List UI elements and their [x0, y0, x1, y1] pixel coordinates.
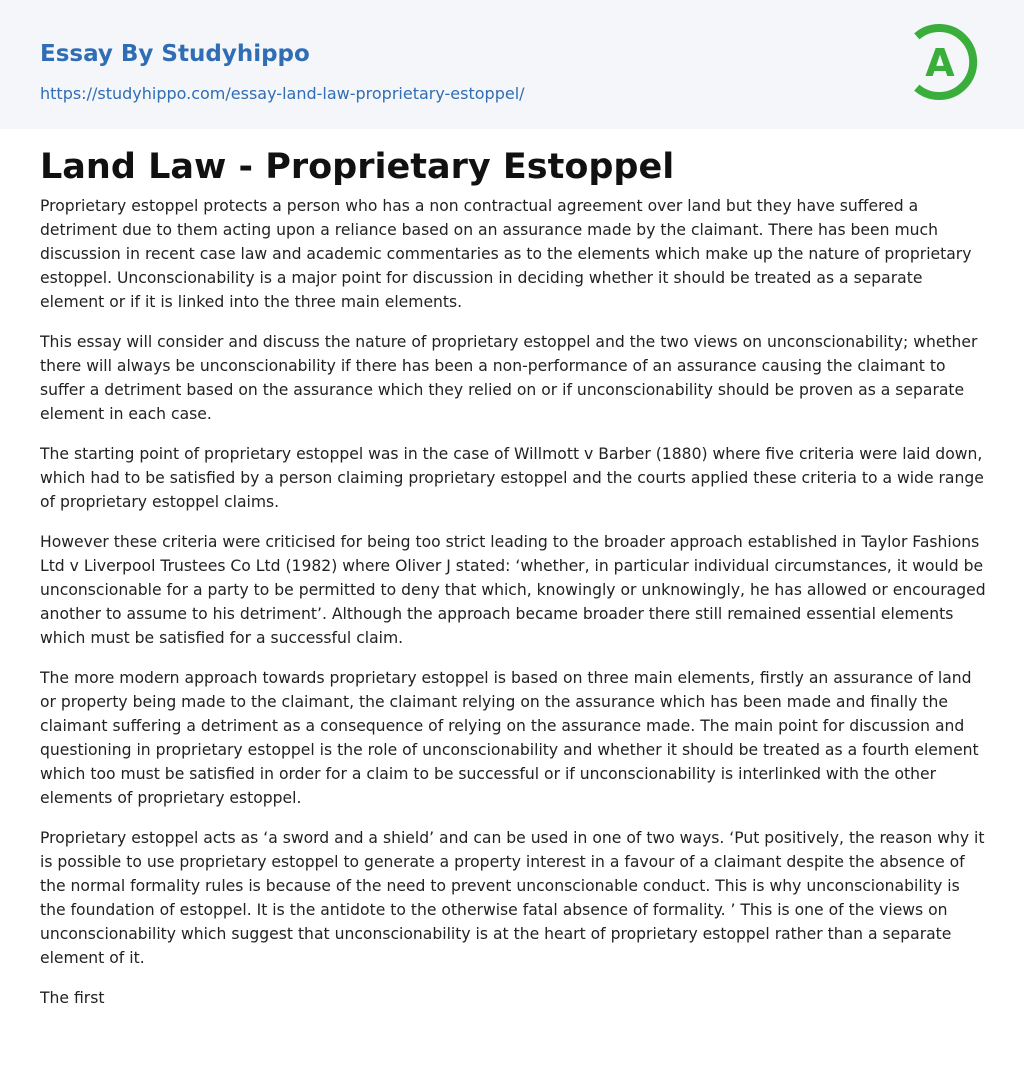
page-header [0, 0, 1024, 129]
site-brand[interactable]: Essay By Studyhippo [40, 41, 310, 67]
essay-url-link[interactable]: https://studyhippo.com/essay-land-law-proprietary-estoppel/ [40, 84, 525, 103]
essay-paragraph-1: Proprietary estoppel protects a person who has a non contractual agreement over land but they have suffered a detriment due to them acting upon a reliance based on an assurance made by the claimant. There has been much discussion in recent case law and academic commentaries as to the elements which make up the nature of proprietary estoppel. Unconscionability is a major point for discussion in deciding whether it should be treated as a separate element or if it is linked into the three main elements. [40, 197, 972, 311]
essay-paragraph-4: However these criteria were criticised for being too strict leading to the broader approach established in Taylor Fashions Ltd v Liverpool Trustees Co Ltd (1982) where Oliver J stated: ‘whether, in particular individual circumstances, it would be unconscionable for a party to be permitted to deny that which, knowingly or unknowingly, he has allowed or encouraged another to assume to his detriment’. Although the approach became broader there still remained essential elements which must be satisfied for a successful claim. [40, 533, 986, 647]
essay-paragraph-7: The first [40, 989, 105, 1007]
essay-paragraph-2: This essay will consider and discuss the nature of proprietary estoppel and the two views on unconscionability; whether there will always be unconscionability if there has been a non-performance of an assurance causing the claimant to suffer a detriment based on the assurance which they relied on or if unconscionability should be proven as a separate element in each case. [40, 333, 978, 423]
logo-letter: A [925, 41, 955, 85]
essay-paragraph-5: The more modern approach towards proprietary estoppel is based on three main elements, firstly an assurance of land or property being made to the claimant, the claimant relying on the assurance which has been made and finally the claimant suffering a detriment as a consequence of relying on the assurance made. The main point for discussion and questioning in proprietary estoppel is the role of unconscionability and whether it should be treated as a fourth element which too must be satisfied in order for a claim to be successful or if unconscionability is interlinked with the other elements of proprietary estoppel. [40, 669, 979, 807]
page-title: Land Law - Proprietary Estoppel [40, 147, 675, 187]
essay-paragraph-6: Proprietary estoppel acts as ‘a sword and a shield’ and can be used in one of two ways. ‘Put positively, the reason why it is possible to use proprietary estoppel to generate a property interest in a favour of a claimant despite the absence of the normal formality rules is because of the need to prevent unconscionable conduct. This is why unconscionability is the foundation of estoppel. It is the antidote to the otherwise fatal absence of formality. ’ This is one of the views on unconscionability which suggest that unconscionability is at the heart of proprietary estoppel rather than a separate element of it. [40, 829, 985, 967]
essay-body [40, 194, 988, 1026]
essay-paragraph-3: The starting point of proprietary estoppel was in the case of Willmott v Barber (1880) where five criteria were laid down, which had to be satisfied by a person claiming proprietary estoppel and the courts applied these criteria to a wide range of proprietary estoppel claims. [40, 445, 984, 511]
logo-icon[interactable] [900, 18, 988, 106]
